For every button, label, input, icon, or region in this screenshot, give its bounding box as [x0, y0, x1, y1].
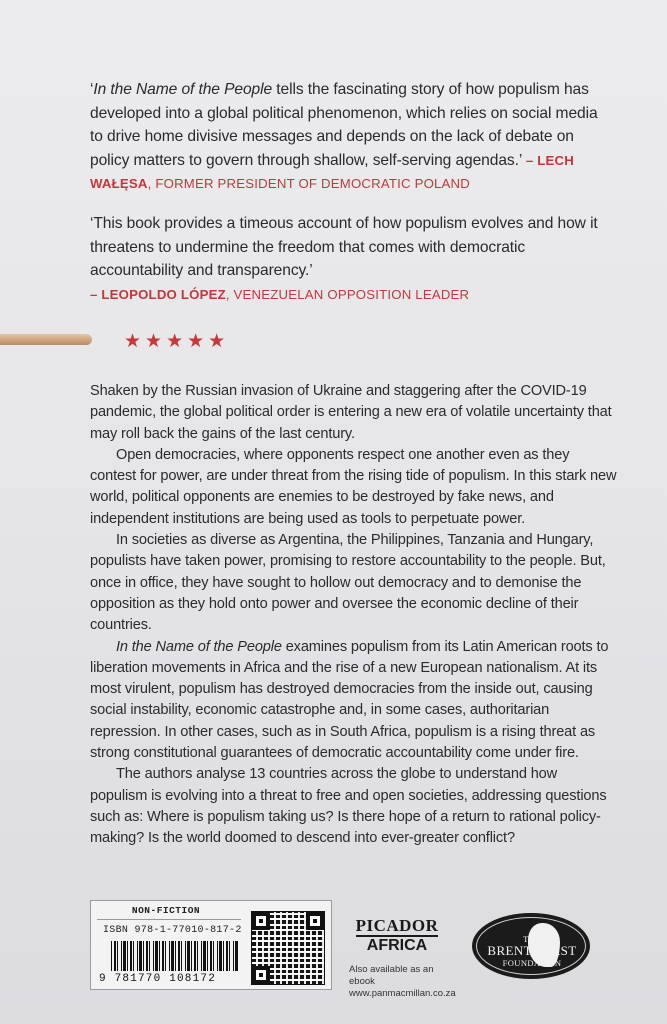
- publisher-website: www.panmacmillan.co.za: [349, 988, 456, 999]
- blurb-paragraph: Open democracies, where opponents respect one another even as they contest for power, are under threat from the rising tide of populism. In this stark new world, political opponents are enemies to be destroyed by fake news, and independent institutions are being used as tools to perpetuate power.: [90, 446, 617, 527]
- quote-text: ‘This book provides a timeous account of how populism evolves and how it threatens to undermine the freedom that comes with democratic accountability and transparency.’: [90, 215, 598, 279]
- qr-code-icon: [251, 911, 325, 985]
- blurb-paragraph: In societies as diverse as Argentina, the Philippines, Tanzania and Hungary, populists have taken power, promising to restore accountability to the people. But, once in office, they have sought to hollow out democracy and to demonise the opposition as they hold onto power and oversee the economic decline of their countries.: [90, 532, 606, 634]
- blurb-body: [90, 381, 618, 850]
- attribution-name: – LEOPOLDO LÓPEZ: [90, 286, 226, 302]
- book-title-italic: In the Name of the People: [116, 638, 282, 655]
- category-label: NON-FICTION: [131, 905, 201, 916]
- ebook-note: [349, 964, 459, 1000]
- barcode-panel: [90, 900, 332, 990]
- endorsement-quote-walesa: [90, 78, 610, 196]
- blurb-paragraph: In the Name of the People examines populism from its Latin American roots to liberation movements in Africa and the rise of a new European nationalism. At its most virulent, populism has destroyed democracies from the inside out, causing social instability, economic catastrophe and, in some cases, authoritarian repression. In other cases, such as in South Africa, populism is a rising threat as strong constitutional guarantees of democratic accountability come under fire.: [90, 638, 609, 762]
- logo-sub: FOUNDATION: [502, 958, 562, 968]
- blurb-paragraph: The authors analyse 13 countries across the globe to understand how populism is evolving into a threat to free and open societies, addressing questions such as: Where is populism taking us? Is there hope of a return to rational policy-making? Is the world doomed to descend into ever-greater conflict?: [90, 766, 607, 847]
- barcode-digits: 9 781770 108172: [99, 973, 217, 985]
- logo-the: THE: [523, 934, 541, 944]
- isbn-text: ISBN 978-1-77010-817-2: [103, 925, 242, 936]
- logo-name: BRENTHURST: [487, 943, 577, 958]
- quote-attribution: [90, 287, 469, 302]
- publisher-logo: [352, 917, 442, 955]
- blurb-paragraph: Shaken by the Russian invasion of Ukraine and staggering after the COVID-19 pandemic, the global political order is entering a new era of volatile uncertainty that may roll back the gains of the last century.: [90, 383, 612, 442]
- endorsement-quote-lopez: [90, 212, 610, 306]
- brenthurst-foundation-logo: [472, 913, 590, 979]
- bookmark-ribbon: [0, 334, 92, 345]
- attribution-title: , FORMER PRESIDENT OF DEMOCRATIC POLAND: [147, 176, 470, 191]
- publisher-region: AFRICA: [366, 937, 428, 954]
- ebook-availability: Also available as an ebook: [349, 964, 434, 987]
- divider: [97, 919, 241, 920]
- attribution-title: , VENEZUELAN OPPOSITION LEADER: [225, 286, 470, 302]
- barcode-icon: [111, 941, 239, 971]
- star-rating-icon: ★★★★★: [124, 330, 230, 352]
- attribution-name: – LECH WAŁĘSA: [90, 152, 574, 191]
- publisher-name: PICADOR: [355, 916, 439, 935]
- book-title-italic: In the Name of the People: [93, 81, 273, 98]
- quote-text: tells the fascinating story of how populism has developed into a global political phenomenon, which relies on social media to drive home divisive messages and depends on the lack of debate on policy matters to govern through shallow, self-serving agendas.’: [90, 81, 598, 169]
- quote-open-mark: ‘: [90, 81, 94, 98]
